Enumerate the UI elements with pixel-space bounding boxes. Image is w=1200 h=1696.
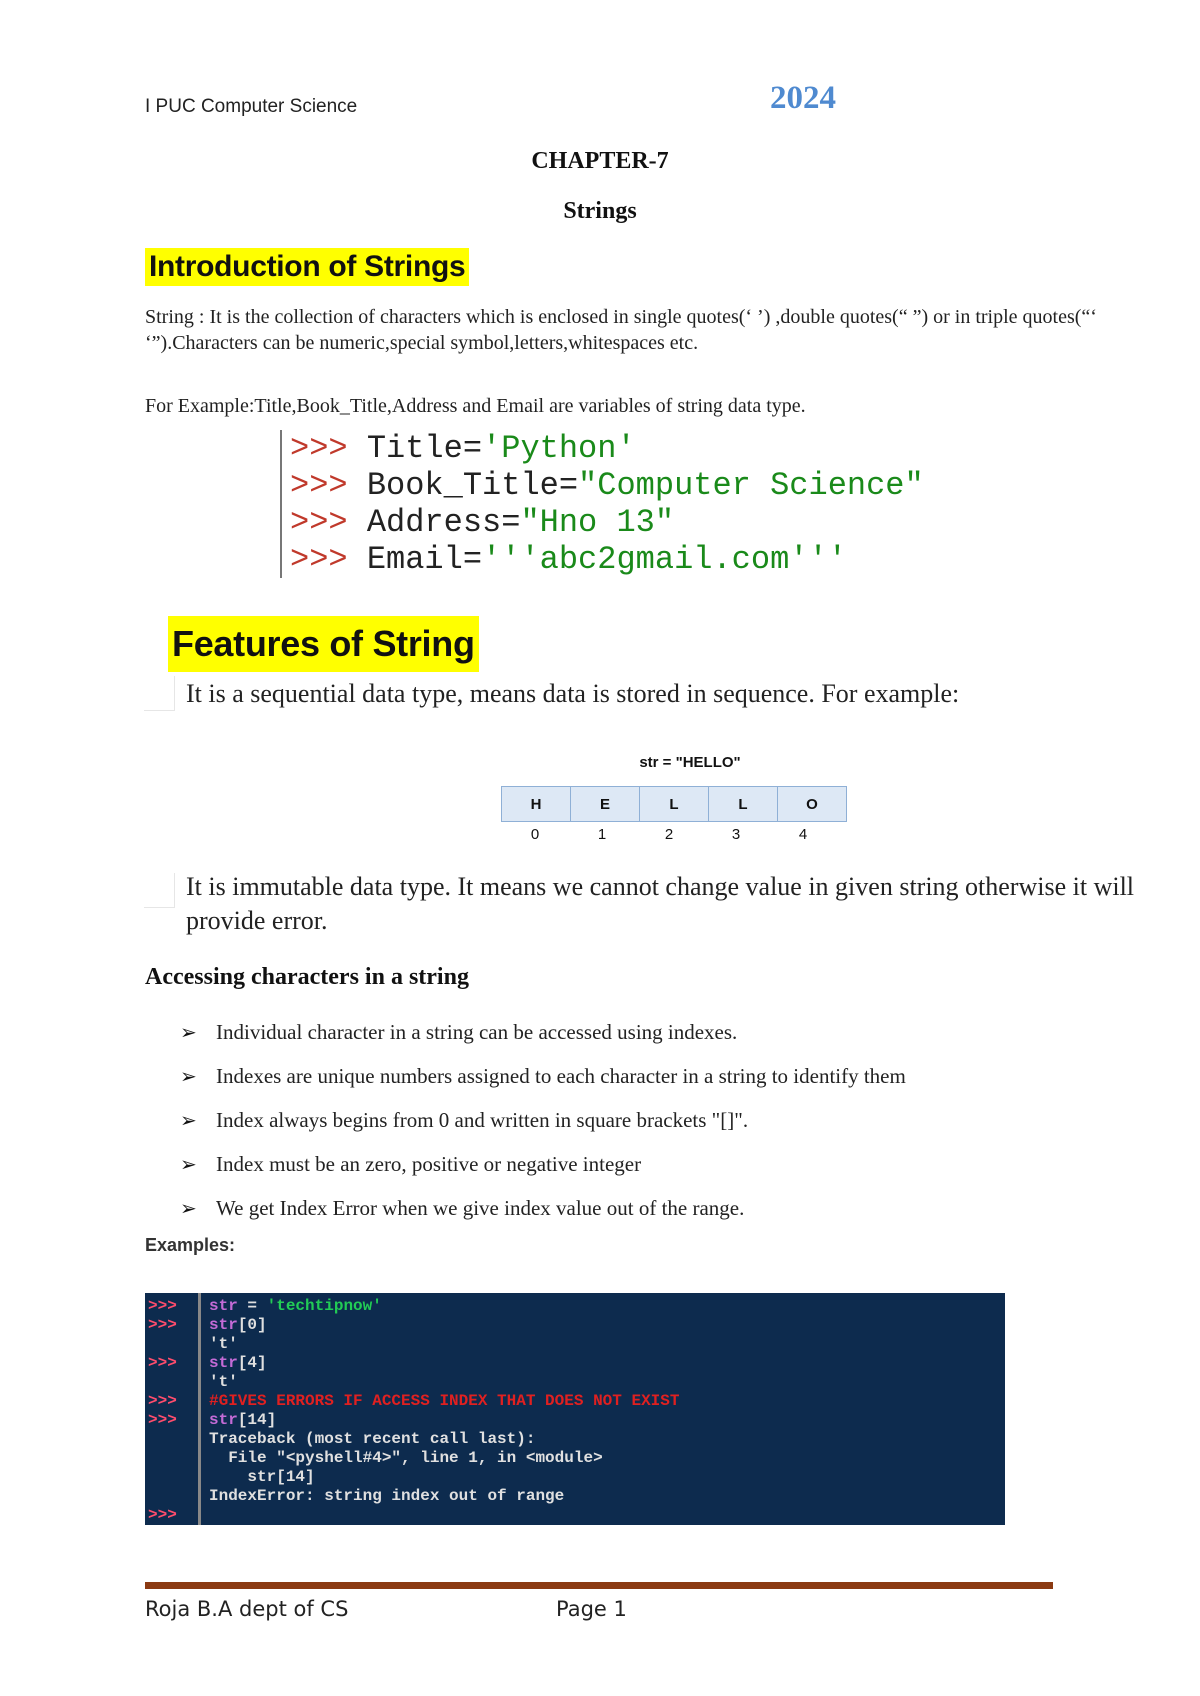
shell-prompt: >>> <box>148 1392 177 1410</box>
code-line <box>290 467 924 504</box>
arrow-bullet-icon: ➢ <box>180 1021 197 1044</box>
feature-marker <box>144 676 175 711</box>
list-item-text: Indexes are unique numbers assigned to each character in a string to identify them <box>216 1063 906 1088</box>
access-heading: Accessing characters in a string <box>145 964 469 990</box>
code-line <box>290 541 924 578</box>
shell-prompt <box>148 1373 198 1392</box>
access-bullet-list <box>180 1010 906 1230</box>
feature-immutable: It is immutable data type. It means we cannot change value in given string otherwise it will provide error. <box>186 872 1135 935</box>
shell-prompt-gutter <box>145 1293 201 1525</box>
prompt: >>> <box>290 504 348 541</box>
list-item <box>180 1142 906 1186</box>
hello-diagram-cells <box>502 786 847 822</box>
shell-text: File "<pyshell#4>", line 1, in <module> <box>209 1449 603 1467</box>
intro-heading: Introduction of Strings <box>145 248 469 286</box>
index-label: 1 <box>597 826 607 843</box>
list-item <box>180 1186 906 1230</box>
shell-line <box>209 1506 679 1525</box>
shell-prompt <box>148 1449 198 1468</box>
arrow-bullet-icon: ➢ <box>180 1109 197 1132</box>
list-item-text: Index always begins from 0 and written in square brackets "[]". <box>216 1107 749 1132</box>
code-name: Email= <box>366 541 483 578</box>
code-name: Book_Title= <box>366 467 579 504</box>
shell-prompt <box>148 1468 198 1487</box>
hello-diagram-label: str = "HELLO" <box>639 754 741 771</box>
shell-identifier: str <box>209 1411 238 1429</box>
index-label: 0 <box>530 826 540 843</box>
footer-divider <box>145 1582 1053 1589</box>
shell-prompt: >>> <box>148 1354 177 1372</box>
shell-code: = <box>237 1297 267 1315</box>
code-name: Title= <box>366 430 483 467</box>
footer-page-number: Page 1 <box>556 1597 627 1621</box>
shell-identifier: str <box>209 1316 238 1334</box>
python-shell-screenshot <box>145 1293 1005 1525</box>
char-cell: E <box>570 786 640 822</box>
shell-comment: #GIVES ERRORS IF ACCESS INDEX THAT DOES NOT EXIST <box>209 1392 680 1410</box>
shell-code: [0] <box>237 1316 267 1334</box>
char-cell: H <box>501 786 571 822</box>
feature-sequential: It is a sequential data type, means data is stored in sequence. For example: <box>186 679 960 708</box>
shell-line <box>209 1354 679 1373</box>
shell-prompt: >>> <box>148 1411 177 1429</box>
shell-line <box>209 1316 679 1335</box>
shell-text: str[14] <box>209 1468 315 1486</box>
shell-line <box>209 1430 679 1449</box>
code-value: "Computer Science" <box>578 467 924 504</box>
index-label: 3 <box>731 826 741 843</box>
header-year: 2024 <box>770 80 836 116</box>
shell-line <box>209 1392 679 1411</box>
char-cell: O <box>777 786 847 822</box>
shell-prompt <box>148 1487 198 1506</box>
shell-prompt <box>148 1430 198 1449</box>
shell-line <box>209 1411 679 1430</box>
list-item <box>180 1010 906 1054</box>
shell-identifier: str <box>209 1354 238 1372</box>
code-line <box>290 504 924 541</box>
list-item-text: Index must be an zero, positive or negative integer <box>216 1151 642 1176</box>
shell-string: 'techtipnow' <box>266 1297 382 1315</box>
list-item <box>180 1054 906 1098</box>
chapter-subject: Strings <box>563 198 637 224</box>
shell-text: Traceback (most recent call last): <box>209 1430 536 1448</box>
shell-output <box>201 1293 679 1525</box>
features-heading: Features of String <box>168 616 479 672</box>
shell-text: IndexError: string index out of range <box>209 1487 565 1505</box>
arrow-bullet-icon: ➢ <box>180 1065 197 1088</box>
examples-heading: Examples: <box>145 1235 236 1255</box>
prompt: >>> <box>290 541 348 578</box>
prompt: >>> <box>290 467 348 504</box>
shell-line <box>209 1487 679 1506</box>
shell-line <box>209 1335 679 1354</box>
char-cell: L <box>708 786 778 822</box>
shell-line <box>209 1373 679 1392</box>
code-value: 'Python' <box>482 430 636 467</box>
shell-line <box>209 1449 679 1468</box>
char-cell: L <box>639 786 709 822</box>
prompt: >>> <box>290 430 348 467</box>
code-example-variables <box>280 430 924 578</box>
example-description: For Example:Title,Book_Title,Address and Email are variables of string data type. <box>145 395 806 417</box>
code-value: '''abc2gmail.com''' <box>482 541 847 578</box>
shell-line <box>209 1297 679 1316</box>
chapter-title: CHAPTER-7 <box>531 148 669 174</box>
shell-text: 't' <box>209 1373 238 1391</box>
list-item-text: Individual character in a string can be accessed using indexes. <box>216 1019 738 1044</box>
shell-prompt: >>> <box>148 1506 177 1524</box>
shell-prompt: >>> <box>148 1316 177 1334</box>
code-name: Address= <box>366 504 521 541</box>
footer-author: Roja B.A dept of CS <box>145 1597 349 1621</box>
shell-code: [4] <box>237 1354 267 1372</box>
index-label: 4 <box>798 826 808 843</box>
code-line <box>290 430 924 467</box>
string-definition: String : It is the collection of characters which is enclosed in single quotes(‘ ’) ,double quotes(“ ”) or in triple quotes(“‘ ‘”).Characters can be numeric,special symbol,letters,whitespaces etc. <box>145 306 1097 354</box>
arrow-bullet-icon: ➢ <box>180 1153 197 1176</box>
shell-code: [14] <box>237 1411 277 1429</box>
hello-diagram-indexes <box>502 826 837 843</box>
shell-prompt: >>> <box>148 1297 177 1315</box>
list-item <box>180 1098 906 1142</box>
feature-marker <box>144 873 175 908</box>
list-item-text: We get Index Error when we give index value out of the range. <box>216 1195 745 1220</box>
shell-text: 't' <box>209 1335 238 1353</box>
shell-identifier: str <box>209 1297 238 1315</box>
header-course-title: I PUC Computer Science <box>145 96 358 117</box>
index-label: 2 <box>664 826 674 843</box>
arrow-bullet-icon: ➢ <box>180 1197 197 1220</box>
shell-prompt <box>148 1335 198 1354</box>
shell-line <box>209 1468 679 1487</box>
code-value: "Hno 13" <box>520 504 675 541</box>
